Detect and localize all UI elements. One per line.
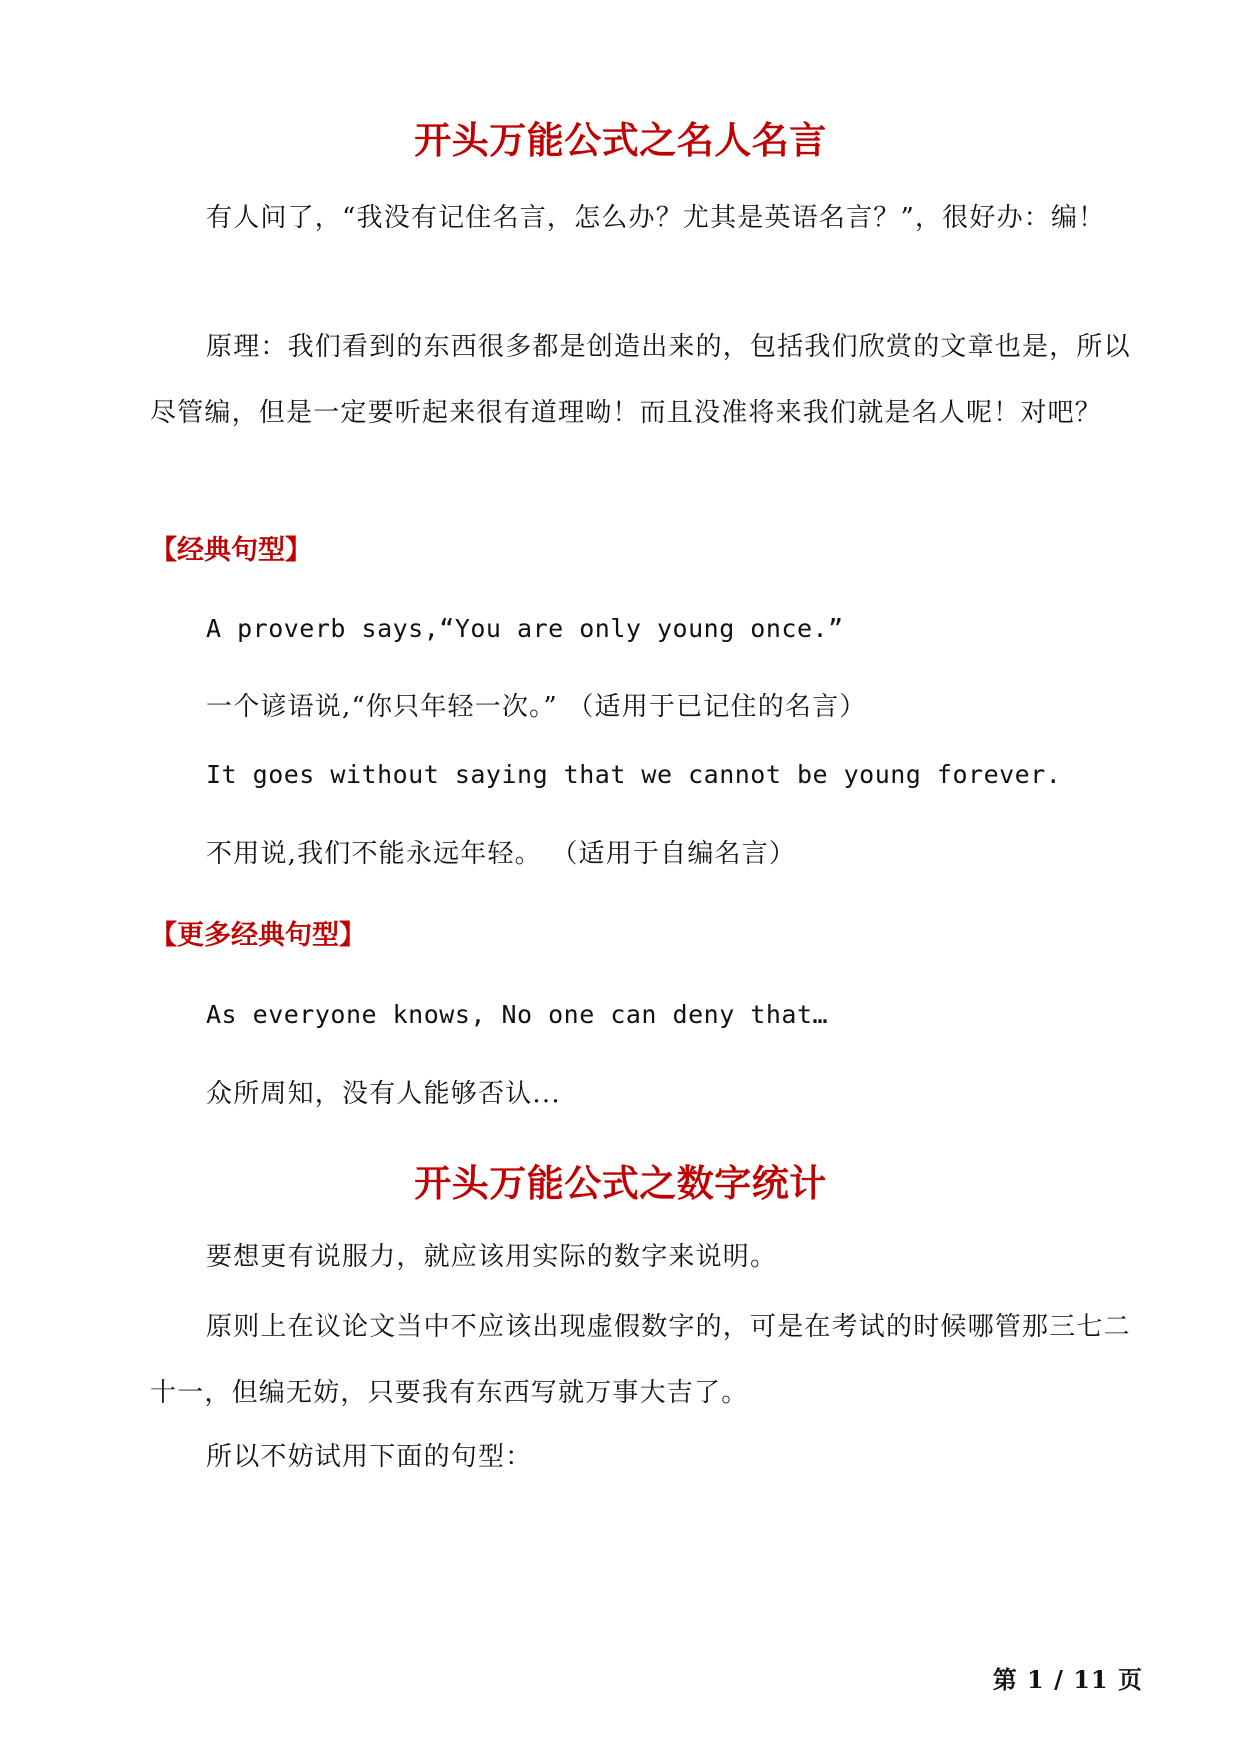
- classic-line-chinese-1: 一个谚语说,“你只年轻一次。” （适用于已记住的名言）: [206, 692, 867, 722]
- statistics-paragraph-1: 要想更有说服力，就应该用实际的数字来说明。: [206, 1242, 778, 1272]
- classic-line-chinese-2: 不用说,我们不能永远年轻。 （适用于自编名言）: [206, 839, 797, 869]
- intro-paragraph: 有人问了，“我没有记住名言，怎么办？尤其是英语名言？”，很好办：编！: [206, 203, 1106, 233]
- more-patterns-heading: 【更多经典句型】: [150, 920, 366, 951]
- classic-line-english-1: A proverb says,“You are only young once.”: [206, 614, 844, 643]
- principle-paragraph: 原理：我们看到的东西很多都是创造出来的，包括我们欣赏的文章也是，所以尽管编，但是一定要听起来很有道理呦！而且没准将来我们就是名人呢！对吧？: [150, 332, 1131, 428]
- more-line-english: As everyone knows, No one can deny that…: [206, 1000, 829, 1029]
- more-line-chinese: 众所周知，没有人能够否认...: [206, 1079, 561, 1109]
- section-title-quotes: 开头万能公式之名人名言: [414, 119, 827, 162]
- statistics-paragraph-3: 所以不妨试用下面的句型：: [206, 1442, 533, 1472]
- statistics-paragraph-2: 原则上在议论文当中不应该出现虚假数字的，可是在考试的时候哪管那三七二十一，但编无妨，只要我有东西写就万事大吉了。: [150, 1312, 1131, 1408]
- page-number: 第 1 / 11 页: [992, 1665, 1143, 1694]
- section-title-statistics: 开头万能公式之数字统计: [414, 1162, 827, 1205]
- classic-line-english-2: It goes without saying that we cannot be young forever.: [206, 760, 1062, 789]
- classic-patterns-heading: 【经典句型】: [150, 535, 312, 566]
